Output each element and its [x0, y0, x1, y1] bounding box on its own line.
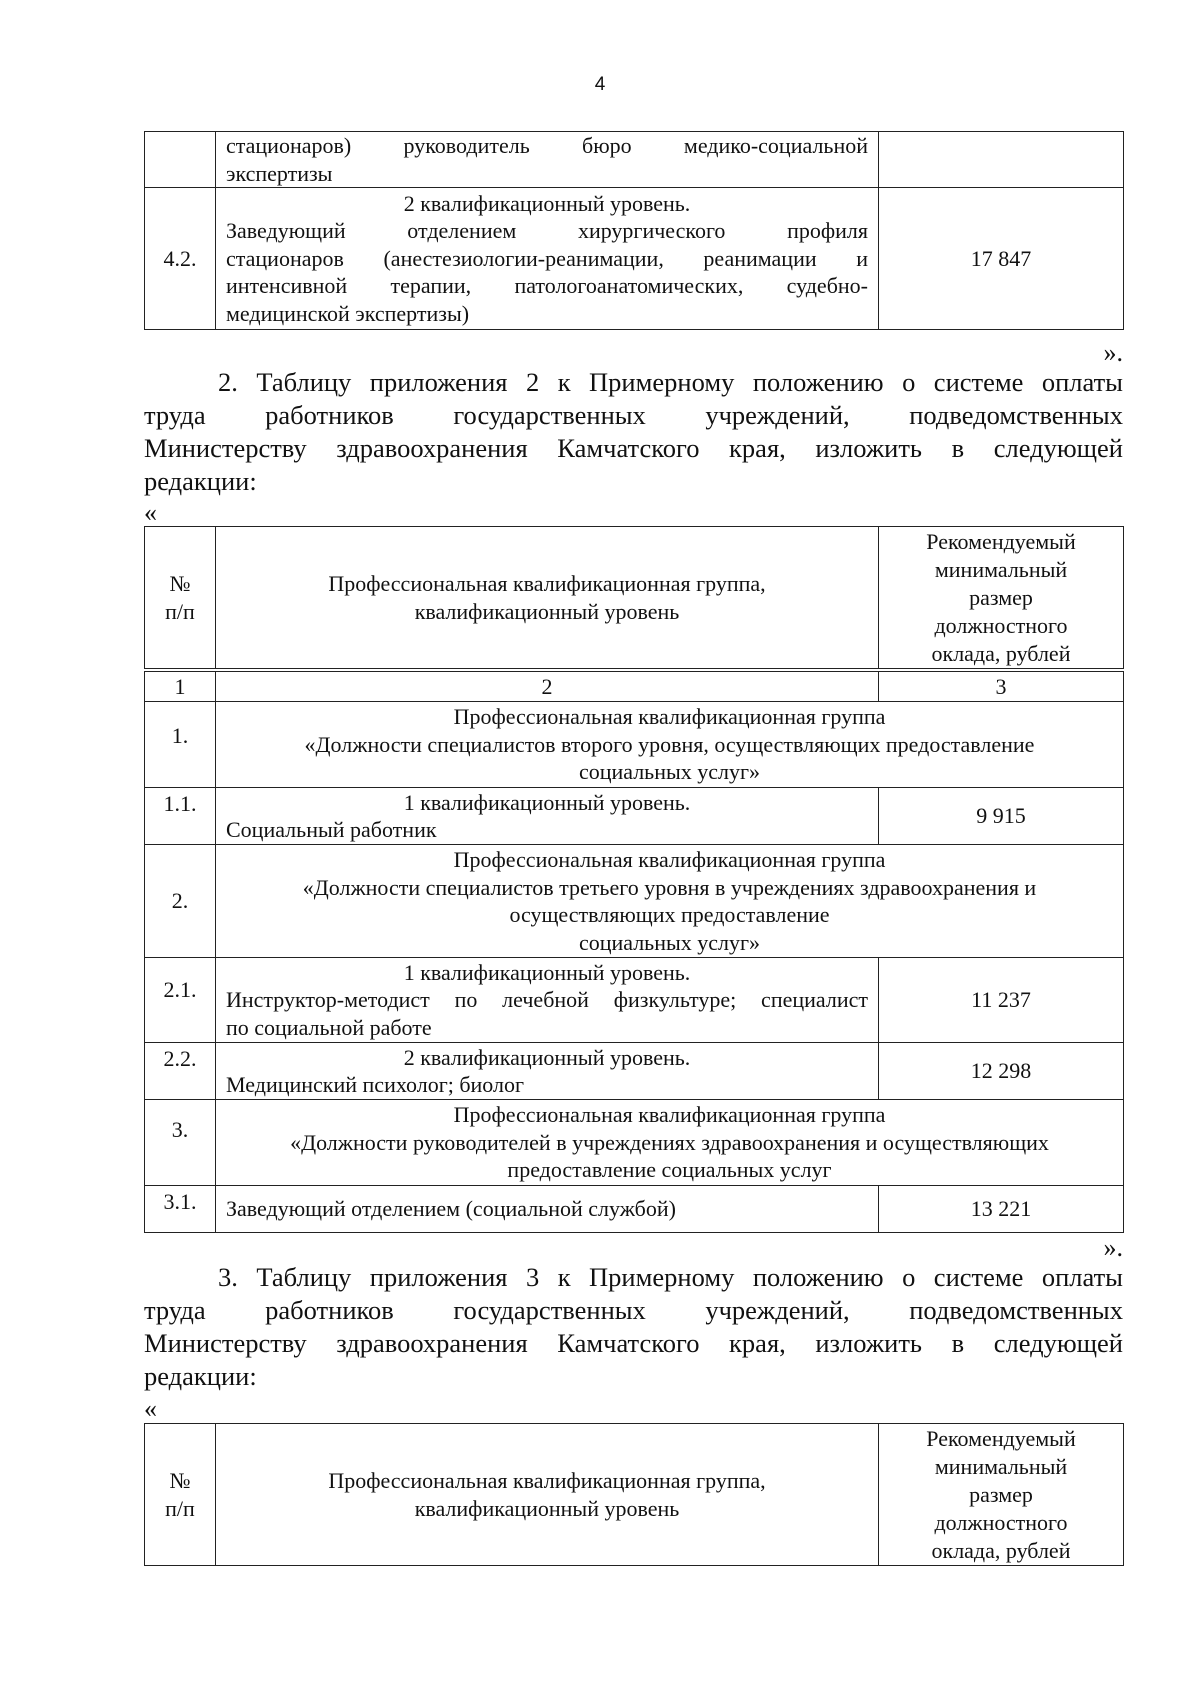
- paragraph-line: редакции:: [144, 466, 257, 496]
- column-number-row: [145, 672, 1124, 702]
- table-row: [145, 1043, 1124, 1100]
- text-line: стационаров) руководитель бюро медико-социальной: [226, 133, 868, 158]
- text-line: стационаров (анестезиологии-реанимации, реанимации и: [226, 245, 868, 271]
- header-line: №: [169, 1467, 191, 1493]
- table-3-header: [144, 1423, 1124, 1566]
- text-line: предоставление социальных услуг: [507, 1157, 832, 1183]
- table-2-header: [144, 526, 1124, 669]
- table-2: [144, 671, 1124, 1233]
- group-cell: [216, 845, 1124, 958]
- header-line: Профессиональная квалификационная группа,: [328, 570, 766, 596]
- row-number: 3.: [145, 1100, 216, 1186]
- text-line: социальных услуг»: [578, 759, 761, 785]
- row-number: 2.: [145, 845, 216, 958]
- header-line: Рекомендуемый: [926, 1425, 1076, 1451]
- text-line: Профессиональная квалификационная группа: [453, 847, 886, 872]
- text-line: Заведующий отделением (социальной службой): [226, 1196, 676, 1222]
- text-line: осуществляющих предоставление: [509, 902, 830, 927]
- table-row: [145, 132, 1124, 188]
- continued-table: [144, 131, 1124, 330]
- group-cell: [216, 1100, 1124, 1186]
- item-cell: [216, 958, 879, 1043]
- opening-quote: «: [144, 1394, 157, 1423]
- row-number: 2.2.: [145, 1043, 216, 1100]
- header-group: [216, 1424, 879, 1566]
- column-number: 3: [879, 672, 1124, 702]
- item-cell: [216, 1186, 879, 1233]
- header-line: размер: [969, 584, 1033, 610]
- header-line: должностного: [934, 1509, 1068, 1535]
- paragraph-line: Министерству здравоохранения Камчатского края, изложить в следующей: [144, 1328, 1123, 1358]
- paragraph-2: [144, 366, 1123, 498]
- paragraph-line: труда работников государственных учреждений, подведомственных: [144, 400, 1123, 430]
- level-title: 2 квалификационный уровень.: [403, 190, 691, 216]
- text-line: социальных услуг»: [578, 929, 761, 955]
- header-num: [145, 527, 216, 669]
- salary-cell: 11 237: [879, 958, 1124, 1043]
- table-row: [145, 1186, 1124, 1233]
- level-title: 1 квалификационный уровень.: [403, 789, 691, 815]
- text-line: «Должности специалистов третьего уровня в учреждениях здравоохранения и: [302, 874, 1037, 900]
- header-line: №: [169, 570, 191, 596]
- item-cell: [216, 1043, 879, 1100]
- paragraph-line: Министерству здравоохранения Камчатского края, изложить в следующей: [144, 433, 1123, 463]
- column-number: 2: [216, 672, 879, 702]
- table-row: [145, 845, 1124, 958]
- salary-cell: 12 298: [879, 1043, 1124, 1100]
- header-salary: [879, 1424, 1124, 1566]
- row-number: 2.1.: [145, 958, 216, 1043]
- row-number: [145, 132, 216, 188]
- text-line: медицинской экспертизы): [226, 300, 470, 326]
- table-row: [145, 188, 1124, 330]
- item-cell: [216, 788, 879, 845]
- header-line: минимальный: [934, 1453, 1068, 1479]
- group-cell: [216, 132, 879, 188]
- paragraph-line: редакции:: [144, 1361, 257, 1391]
- text-line: Медицинский психолог; биолог: [226, 1072, 525, 1097]
- salary-cell: 13 221: [879, 1186, 1124, 1233]
- header-line: размер: [969, 1481, 1033, 1507]
- text-line: Заведующий отделением хирургического профиля: [226, 218, 868, 244]
- column-number: 1: [145, 672, 216, 702]
- paragraph-line: труда работников государственных учреждений, подведомственных: [144, 1295, 1123, 1325]
- text-line: по социальной работе: [226, 1014, 432, 1040]
- paragraph-3: [144, 1261, 1123, 1393]
- salary-cell: [879, 132, 1124, 188]
- header-line: п/п: [165, 598, 195, 624]
- header-num: [145, 1424, 216, 1566]
- header-line: Профессиональная квалификационная группа,: [328, 1467, 766, 1493]
- row-number: 4.2.: [145, 188, 216, 330]
- row-number: 1.1.: [145, 788, 216, 845]
- group-cell: [216, 702, 1124, 788]
- text-line: Инструктор-методист по лечебной физкультуре; специалист: [226, 987, 868, 1013]
- table-row: [145, 1100, 1124, 1186]
- page-number: 4: [594, 74, 606, 95]
- level-title: 2 квалификационный уровень.: [403, 1044, 691, 1070]
- text-line: интенсивной терапии, патологоанатомических, судебно-: [226, 273, 868, 299]
- row-number: 1.: [145, 702, 216, 788]
- header-line: должностного: [934, 612, 1068, 638]
- header-line: оклада, рублей: [931, 1537, 1071, 1563]
- table-row: [145, 958, 1124, 1043]
- text-line: Профессиональная квалификационная группа: [453, 704, 886, 730]
- header-line: п/п: [165, 1495, 195, 1521]
- table-row: [145, 788, 1124, 845]
- header-salary: [879, 527, 1124, 669]
- text-line: Профессиональная квалификационная группа: [453, 1102, 886, 1128]
- table-row: [145, 702, 1124, 788]
- header-line: Рекомендуемый: [926, 528, 1076, 554]
- closing-quote: ».: [1103, 1233, 1123, 1262]
- level-title: 1 квалификационный уровень.: [403, 959, 691, 985]
- closing-quote: ».: [1103, 338, 1123, 367]
- salary-cell: 17 847: [879, 188, 1124, 330]
- text-line: «Должности специалистов второго уровня, осуществляющих предоставление: [304, 731, 1035, 757]
- opening-quote: «: [144, 498, 157, 527]
- header-line: квалификационный уровень: [414, 598, 680, 624]
- text-line: «Должности руководителей в учреждениях здравоохранения и осуществляющих: [290, 1129, 1049, 1155]
- row-number: 3.1.: [145, 1186, 216, 1233]
- paragraph-line: 2. Таблицу приложения 2 к Примерному положению о системе оплаты: [218, 367, 1123, 397]
- paragraph-line: 3. Таблицу приложения 3 к Примерному положению о системе оплаты: [218, 1262, 1123, 1292]
- group-cell: [216, 188, 879, 330]
- text-line: Социальный работник: [226, 817, 437, 842]
- salary-cell: 9 915: [879, 788, 1124, 845]
- header-line: квалификационный уровень: [414, 1495, 680, 1521]
- header-group: [216, 527, 879, 669]
- text-line: экспертизы: [226, 160, 333, 186]
- header-line: оклада, рублей: [931, 640, 1071, 666]
- header-line: минимальный: [934, 556, 1068, 582]
